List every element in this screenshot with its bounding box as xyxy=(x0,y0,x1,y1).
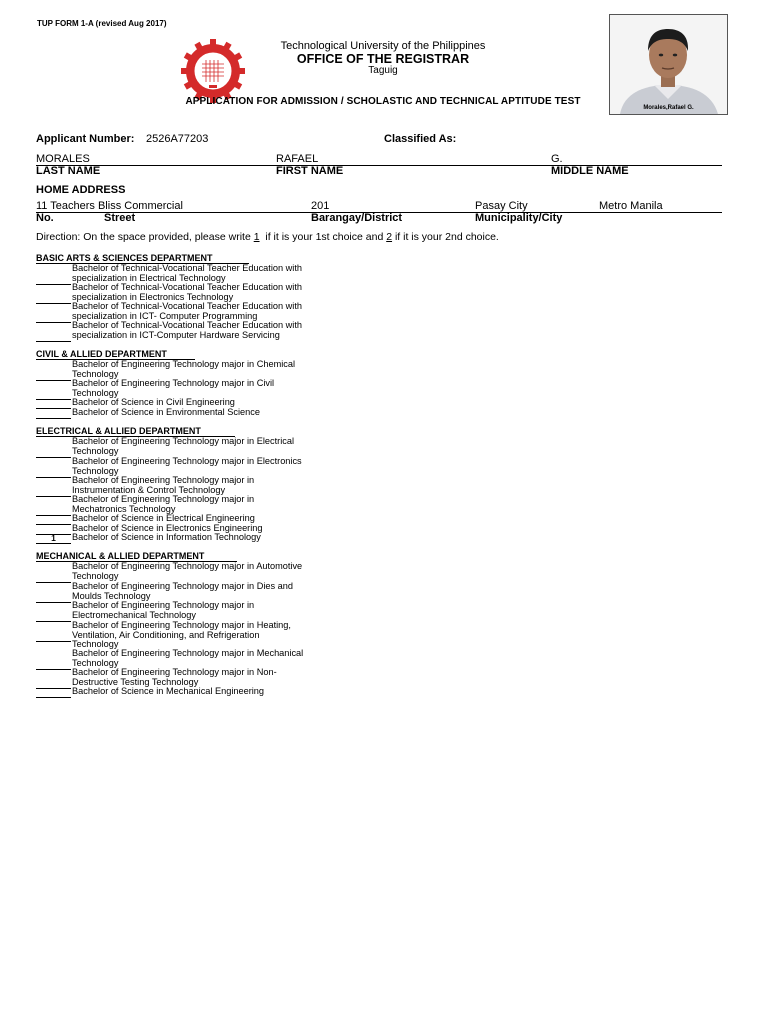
program-option-line: specialization in ICT-Computer Hardware Servicing xyxy=(72,329,280,340)
province-value: Metro Manila xyxy=(599,200,663,212)
municipality-value: Pasay City xyxy=(475,200,528,212)
program-option-line: Bachelor of Science in Information Technology xyxy=(72,532,261,542)
choice-blank[interactable] xyxy=(36,418,71,419)
program-option xyxy=(72,321,357,340)
program-option xyxy=(72,687,357,697)
program-option xyxy=(72,457,357,476)
choice-blank[interactable] xyxy=(36,496,71,497)
choice-blank[interactable] xyxy=(36,284,71,285)
program-option-line: Bachelor of Engineering Technology major in Chemical xyxy=(72,359,296,369)
program-option-line: Bachelor of Engineering Technology major in Electronics xyxy=(72,456,302,466)
choice-blank[interactable] xyxy=(36,408,71,409)
choice-blank[interactable] xyxy=(36,380,71,381)
choice-blank[interactable] xyxy=(36,688,71,689)
form-id: TUP FORM 1-A (revised Aug 2017) xyxy=(37,19,167,28)
last-name-label: LAST NAME xyxy=(36,165,101,177)
university-seal-logo xyxy=(180,38,246,104)
program-option xyxy=(72,533,357,543)
program-option-line: Bachelor of Technical-Vocational Teacher Education with xyxy=(72,320,302,330)
program-option-line: Bachelor of Technical-Vocational Teacher Education with xyxy=(72,282,302,292)
program-option xyxy=(72,668,357,687)
program-option-line: Mechatronics Technology xyxy=(72,503,176,514)
program-option-line: Bachelor of Engineering Technology major in Non- xyxy=(72,667,277,677)
program-option-line: Bachelor of Engineering Technology major in Civil xyxy=(72,378,275,388)
street-label: Street xyxy=(104,212,136,224)
classified-as-label: Classified As: xyxy=(384,133,457,145)
last-name-value: MORALES xyxy=(36,153,90,165)
program-option-line: specialization in Electrical Technology xyxy=(72,272,226,283)
program-option-line: Technology xyxy=(72,639,119,650)
program-option xyxy=(72,379,357,398)
program-option xyxy=(72,582,357,601)
department-heading: ELECTRICAL & ALLIED DEPARTMENT xyxy=(36,426,201,436)
choice-blank[interactable] xyxy=(36,543,71,544)
barangay-label: Barangay/District xyxy=(311,212,403,224)
choice-blank[interactable] xyxy=(36,641,71,642)
direction-middle: if it is your 1st choice and xyxy=(265,231,384,243)
photo-caption: Morales,Rafael G. xyxy=(643,105,694,111)
program-option-line: specialization in Electronics Technology xyxy=(72,291,234,302)
direction-suffix: if it is your 2nd choice. xyxy=(394,231,499,243)
direction-text xyxy=(36,231,499,243)
middle-name-label: MIDDLE NAME xyxy=(551,165,629,177)
program-option-line: Bachelor of Technical-Vocational Teacher Education with xyxy=(72,263,302,273)
applicant-portrait-image xyxy=(610,15,727,114)
direction-two: 2 xyxy=(386,231,393,243)
program-option-line: Bachelor of Science in Electronics Engineering xyxy=(72,523,263,533)
program-option-line: Bachelor of Science in Mechanical Engineering xyxy=(72,686,265,696)
first-name-value: RAFAEL xyxy=(276,153,319,165)
no-label: No. xyxy=(36,212,54,224)
choice-blank[interactable] xyxy=(36,399,71,400)
home-address-heading: HOME ADDRESS xyxy=(36,184,126,196)
street-value: 11 Teachers Bliss Commercial xyxy=(36,200,183,212)
office-name: OFFICE OF THE REGISTRAR xyxy=(296,52,470,66)
department-heading: CIVIL & ALLIED DEPARTMENT xyxy=(36,349,167,359)
program-option-line: Technology xyxy=(72,368,119,379)
program-option-line: Electromechanical Technology xyxy=(72,609,196,620)
program-option-line: Bachelor of Engineering Technology major in Mechanical xyxy=(72,648,304,658)
choice-blank[interactable] xyxy=(36,697,71,698)
choice-blank[interactable] xyxy=(36,322,71,323)
program-option-line: Bachelor of Engineering Technology major in xyxy=(72,475,255,485)
program-option xyxy=(72,495,357,514)
form-title: APPLICATION FOR ADMISSION / SCHOLASTIC AND TECHNICAL APTITUDE TEST xyxy=(185,96,581,107)
program-option xyxy=(72,601,357,620)
program-option-line: Bachelor of Engineering Technology major in xyxy=(72,600,255,610)
program-option-line: Moulds Technology xyxy=(72,590,151,601)
municipality-label: Municipality/City xyxy=(475,212,563,224)
direction-one: 1 xyxy=(253,231,260,243)
program-option xyxy=(72,283,357,302)
applicant-number-label: Applicant Number: xyxy=(36,133,135,145)
program-option xyxy=(72,408,357,418)
program-option-line: Destructive Testing Technology xyxy=(72,676,199,687)
program-option-line: Instrumentation & Control Technology xyxy=(72,484,226,495)
applicant-number-value: 2526A77203 xyxy=(146,133,209,145)
program-option xyxy=(72,649,357,668)
program-option-line: Technology xyxy=(72,465,119,476)
program-option xyxy=(72,621,357,650)
choice-blank[interactable] xyxy=(36,582,71,583)
campus-name: Taguig xyxy=(368,65,398,76)
choice-blank[interactable] xyxy=(36,515,71,516)
choice-blank[interactable] xyxy=(36,341,71,342)
program-option-line: Bachelor of Engineering Technology major in Heating, xyxy=(72,620,291,630)
program-option-line: Bachelor of Engineering Technology major in Electrical xyxy=(72,436,294,446)
program-option-line: Bachelor of Engineering Technology major in Dies and xyxy=(72,581,293,591)
program-option xyxy=(72,437,357,456)
university-name: Technological University of the Philippines xyxy=(280,40,486,52)
program-option-line: Bachelor of Science in Civil Engineering xyxy=(72,397,235,407)
program-option-line: Technology xyxy=(72,445,119,456)
choice-blank[interactable] xyxy=(36,669,71,670)
department-heading: BASIC ARTS & SCIENCES DEPARTMENT xyxy=(36,253,213,263)
choice-mark: 1 xyxy=(51,533,56,543)
middle-name-value: G. xyxy=(551,153,563,165)
program-option-line: Bachelor of Engineering Technology major in xyxy=(72,494,255,504)
program-option-line: Bachelor of Science in Environmental Science xyxy=(72,407,260,417)
barangay-value: 201 xyxy=(311,200,330,212)
choice-blank[interactable] xyxy=(36,524,71,525)
department-heading: MECHANICAL & ALLIED DEPARTMENT xyxy=(36,551,205,561)
program-option-line: Ventilation, Air Conditioning, and Refrigeration xyxy=(72,629,260,640)
program-option xyxy=(72,476,357,495)
direction-prefix: Direction: On the space provided, please write xyxy=(36,231,251,243)
program-option xyxy=(72,562,357,581)
choice-blank[interactable] xyxy=(36,621,71,622)
program-option-line: Bachelor of Technical-Vocational Teacher Education with xyxy=(72,301,302,311)
program-option xyxy=(72,360,357,379)
program-option xyxy=(72,302,357,321)
program-option-line: specialization in ICT- Computer Programming xyxy=(72,310,258,321)
program-option-line: Bachelor of Science in Electrical Engineering xyxy=(72,513,255,523)
first-name-label: FIRST NAME xyxy=(276,165,344,177)
applicant-photo xyxy=(609,14,728,115)
choice-blank[interactable] xyxy=(36,303,71,304)
program-option-line: Bachelor of Engineering Technology major in Automotive xyxy=(72,561,303,571)
program-option xyxy=(72,264,357,283)
choice-blank[interactable] xyxy=(36,602,71,603)
program-option-line: Technology xyxy=(72,657,119,668)
program-option-line: Technology xyxy=(72,570,119,581)
choice-blank[interactable] xyxy=(36,457,71,458)
program-option-line: Technology xyxy=(72,387,119,398)
choice-blank[interactable] xyxy=(36,477,71,478)
